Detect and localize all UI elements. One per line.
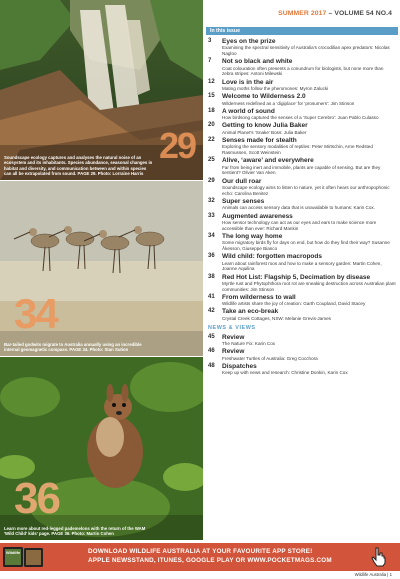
item-title: The long way home bbox=[222, 232, 283, 240]
banner-line-1: DOWNLOAD WILDLIFE AUSTRALIA AT YOUR FAVOURITE APP STORE! bbox=[88, 548, 313, 555]
in-this-issue-bar: In this issue bbox=[206, 27, 398, 35]
issue-masthead: SUMMER 2017 – VOLUME 54 NO.4 bbox=[278, 10, 392, 17]
contents-item bbox=[206, 233, 396, 252]
contents-item bbox=[206, 294, 396, 307]
contents-item bbox=[206, 348, 396, 361]
item-title: Red Hot List: Flagship 5, Decimation by disease bbox=[222, 273, 371, 281]
item-description: Mating moths follow the pheromones: Myron Zalucki bbox=[222, 86, 329, 92]
item-title: Dispatches bbox=[222, 362, 257, 370]
item-description: Wildlife artists share the joy of creation: Garth Coupland, David Stacey bbox=[222, 301, 366, 307]
item-title: Our dull roar bbox=[222, 177, 262, 185]
contents-item bbox=[206, 108, 396, 121]
item-page-number: 33 bbox=[208, 212, 215, 219]
contents-item bbox=[206, 253, 396, 272]
item-title: From wilderness to wall bbox=[222, 293, 296, 301]
pointer-hand-icon bbox=[371, 547, 387, 567]
contents-list bbox=[206, 38, 396, 377]
godwits-photo bbox=[0, 181, 203, 356]
pademelon-photo bbox=[0, 357, 203, 540]
item-description: Animal Planet’s ‘Snake’ Boss: Julia Baker bbox=[222, 129, 307, 135]
news-views-heading: NEWS & VIEWS bbox=[208, 324, 256, 331]
item-page-number: 32 bbox=[208, 198, 215, 204]
contents-item bbox=[206, 198, 396, 211]
item-page-number: 34 bbox=[208, 232, 215, 239]
page-number-36: 36 bbox=[14, 474, 59, 523]
photo-caption-34: Bar-tailed godwits migrate to Australia annually using an incredible internal geomagnetic compass. PAGE 34. Photo: Stan Sution bbox=[4, 341, 142, 353]
contents-item bbox=[206, 122, 396, 135]
contents-item bbox=[206, 38, 396, 57]
item-page-number: 46 bbox=[208, 348, 215, 355]
contents-item bbox=[206, 58, 396, 77]
app-download-banner[interactable] bbox=[0, 543, 400, 571]
banner-line-2: APPLE NEWSSTAND, ITUNES, GOOGLE PLAY OR WWW.POCKETMAGS.COM bbox=[88, 557, 332, 564]
tablet-icon bbox=[2, 545, 44, 569]
item-page-number: 45 bbox=[208, 333, 215, 340]
item-title: Getting to know Julia Baker bbox=[222, 122, 308, 130]
contents-item bbox=[206, 79, 396, 92]
item-title: Take an eco-break bbox=[222, 308, 279, 316]
item-page-number: 18 bbox=[208, 107, 215, 114]
item-page-number: 29 bbox=[208, 177, 215, 184]
item-page-number: 41 bbox=[208, 293, 215, 300]
item-title: Review bbox=[222, 348, 245, 356]
photo-column bbox=[0, 0, 203, 540]
item-page-number: 22 bbox=[208, 137, 215, 144]
item-description: Myrtle rust and Phytophthora root rot are sneaking destruction across Australian plant communities: Jim Stinson bbox=[222, 280, 396, 292]
item-title: Eyes on the prize bbox=[222, 38, 276, 45]
contents-item bbox=[206, 308, 396, 321]
item-description: Keep up with news and research: Christine Donkin, Karin Cox bbox=[222, 370, 348, 376]
page-number-34: 34 bbox=[14, 290, 57, 337]
item-title: Senses made for stealth bbox=[222, 137, 297, 145]
item-description: How sensor technology can act as our eyes and ears to make science more accessible than ever: Richard Mankin bbox=[222, 220, 377, 231]
item-title: Wild child: forgotten macropods bbox=[222, 253, 322, 261]
item-page-number: 36 bbox=[208, 253, 215, 260]
item-title: Love is in the air bbox=[222, 78, 274, 86]
item-title: Not so black and white bbox=[222, 58, 293, 66]
item-description: Animals can access sensory data that is unavailable to humans: Karin Cox. bbox=[222, 205, 375, 211]
photo-caption-29: Soundscape ecology captures and analyses the natural noise of an ecosystem and its inhabitants. Species abundance, seasonal changes in habitat and diversity, and communication between and within species can all be extrapolated from sound. PAGE 29. Photo: Lorraine Harris bbox=[4, 154, 153, 177]
page-number-29: 29 bbox=[158, 125, 195, 166]
item-description: Freshwater Turtles of Australia: Greg Cocchora bbox=[222, 355, 318, 361]
item-page-number: 38 bbox=[208, 273, 215, 280]
contents-item bbox=[206, 137, 396, 156]
item-title: Super senses bbox=[222, 198, 265, 205]
item-page-number: 12 bbox=[208, 78, 215, 85]
item-description: Coat colouration often presents a conundrum for biologists, but none more than zebra stripes: Antoni Milewski bbox=[222, 65, 384, 77]
contents-item bbox=[206, 363, 396, 376]
item-description: Exploring the sensory modalities of reptiles: Peter Mirtschin, Arne Redsted Rasmussen, Scott Weinstein bbox=[222, 144, 373, 156]
item-description: The Nature Fix: Karin Cox bbox=[222, 340, 276, 346]
item-page-number: 7 bbox=[208, 58, 212, 65]
item-title: A world of sound bbox=[222, 107, 275, 115]
photo-caption-36: Learn more about red-legged pademelons with the return of the WAM 'Wild Child' kids' page. PAGE 36. Photo: Martin Cohen bbox=[4, 525, 146, 537]
contents-item bbox=[206, 93, 396, 106]
item-title: Alive, ‘aware’ and everywhere bbox=[222, 157, 314, 165]
item-description: How birdsong captured the senses of a ‘Super Cerebro’: Juan Pablo Culasso bbox=[222, 115, 379, 121]
item-description: Examining the spectral sensitivity of Australia’s crocodilian apex predators: Nicolas Nagloo bbox=[222, 45, 390, 57]
contents-column bbox=[206, 0, 398, 540]
contents-item bbox=[206, 157, 396, 176]
svg-text:Wildlife: Wildlife bbox=[6, 550, 21, 555]
item-description: Some migratory birds fly for days on end, but how do they find their way? Susanne Åkesson, Giuseppe Bianco bbox=[222, 240, 390, 252]
item-page-number: 42 bbox=[208, 308, 215, 315]
contents-item bbox=[206, 213, 396, 232]
item-title: Review bbox=[222, 333, 245, 341]
contents-item bbox=[206, 178, 396, 197]
item-page-number: 20 bbox=[208, 122, 215, 129]
page-footer: Wildlife Australia | 1 bbox=[354, 572, 392, 577]
item-description: Wilderness redefined as a ‘digiplace’ for ‘prosumers’: Jim Stinson bbox=[222, 100, 355, 106]
item-description: Far from being inert and immobile, plants are capable of sensing. But are they sentient? Olivier Van Aken bbox=[222, 164, 381, 176]
item-title: Welcome to Wilderness 2.0 bbox=[222, 93, 306, 101]
item-description: Learn about rainforest roos and how to make a sensory garden: Martin Cohen, Joanne Aquilina bbox=[222, 260, 382, 272]
item-page-number: 25 bbox=[208, 157, 215, 164]
item-page-number: 48 bbox=[208, 362, 215, 369]
waterfall-photo bbox=[0, 0, 203, 180]
item-description: Soundscape ecology aims to listen to nature, yet it often hears our anthropophonic echo: Carolina Benitez bbox=[222, 185, 390, 196]
item-description: Crystal Creek Cottages, NSW: Melanie Grevis-James bbox=[222, 315, 331, 321]
item-page-number: 3 bbox=[208, 38, 212, 44]
contents-item bbox=[206, 334, 396, 347]
item-title: Augmented awareness bbox=[222, 212, 293, 220]
item-page-number: 15 bbox=[208, 93, 215, 100]
contents-item bbox=[206, 274, 396, 293]
